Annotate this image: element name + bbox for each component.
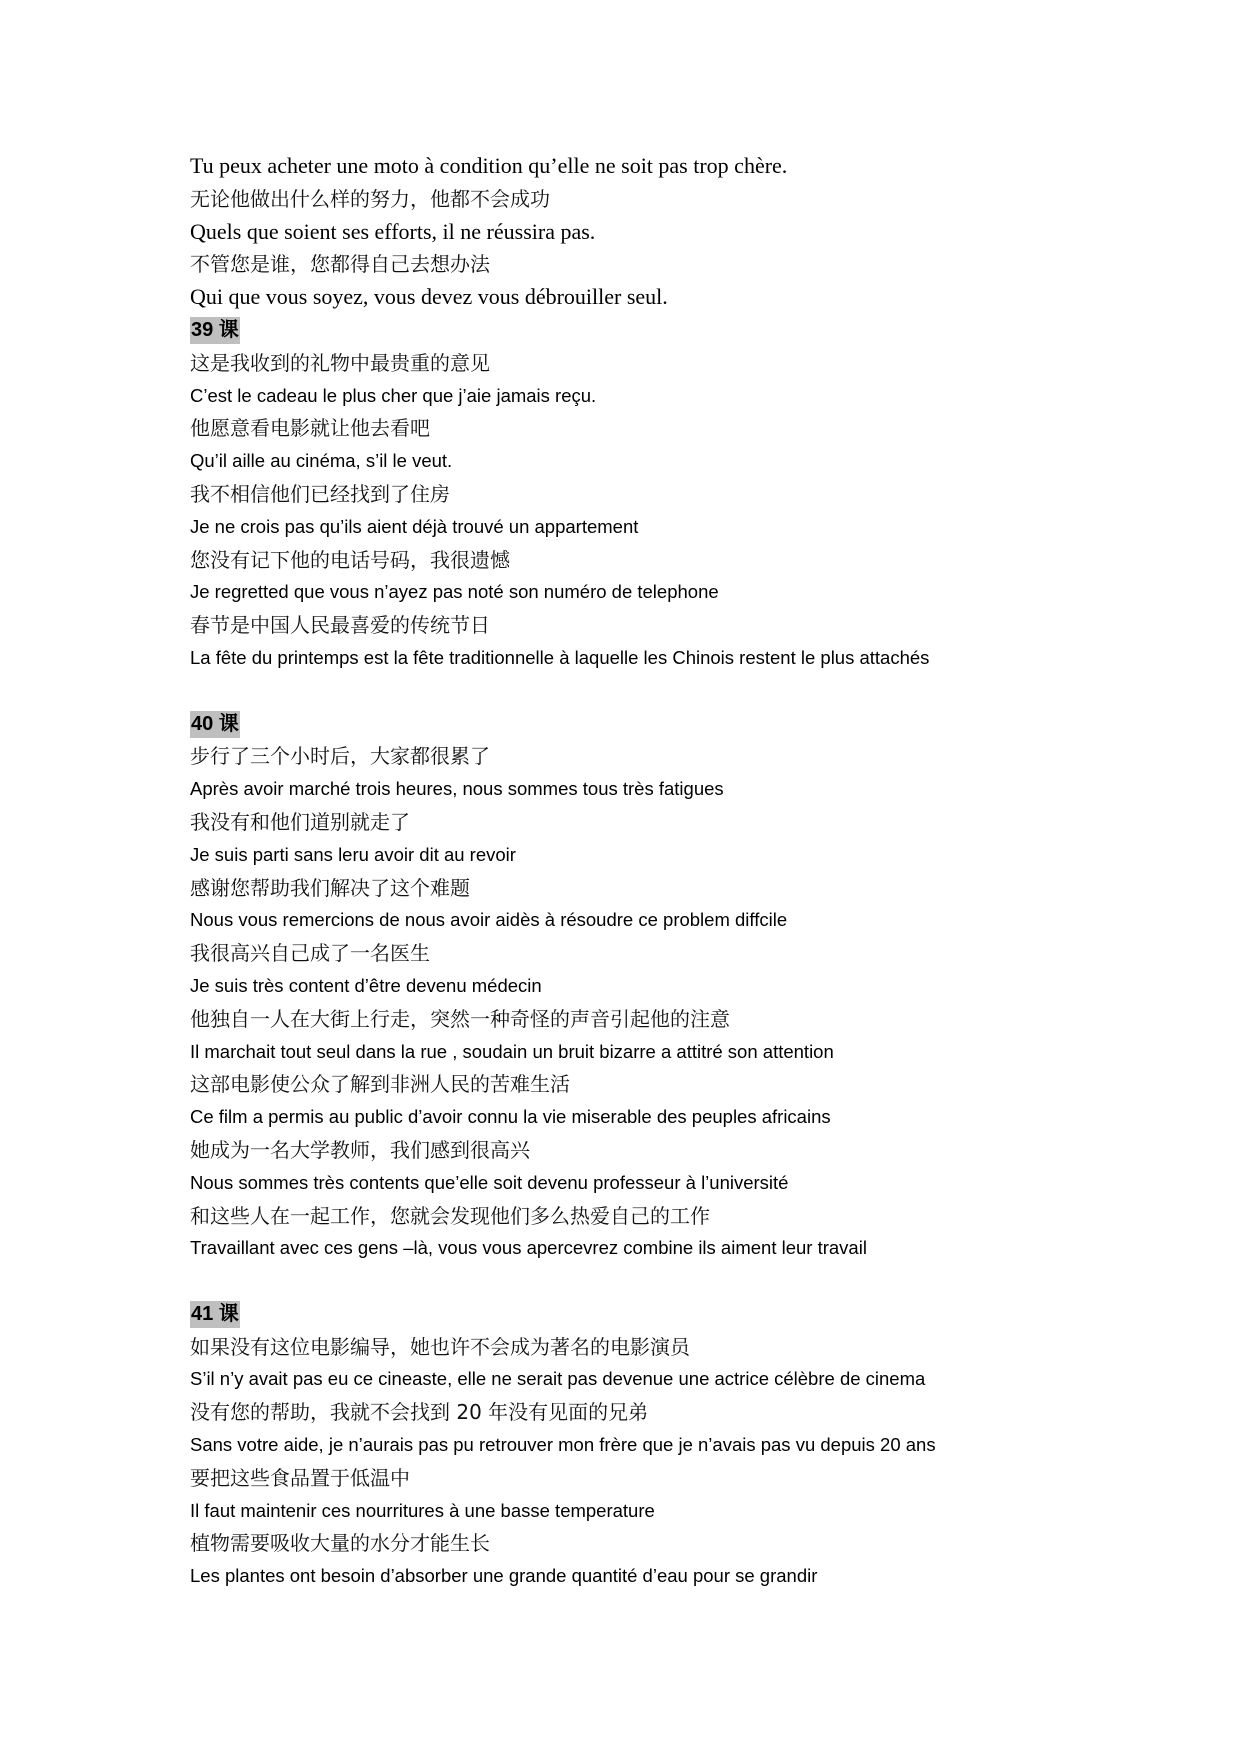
chinese-sentence: 这是我收到的礼物中最贵重的意见 (190, 350, 490, 375)
chinese-sentence: 春节是中国人民最喜爱的传统节日 (190, 613, 490, 638)
french-translation: Je suis parti sans leru avoir dit au revoir (190, 843, 516, 865)
french-translation: S’il n’y avait pas eu ce cineaste, elle ne serait pas devenue une actrice célèbre de cinema (190, 1368, 926, 1390)
french-translation: Je ne crois pas qu’ils aient déjà trouvé un appartement (190, 515, 639, 537)
document-page (190, 150, 1190, 1593)
french-translation: Les plantes ont besoin d’absorber une grande quantité d’eau pour se grandir (190, 1565, 818, 1587)
chinese-sentence: 我很高兴自己成了一名医生 (190, 941, 430, 966)
french-translation: Travaillant avec ces gens –là, vous vous apercevrez combine ils aiment leur travail (190, 1237, 867, 1259)
chinese-sentence: 和这些人在一起工作，您就会发现他们多么热爱自己的工作 (190, 1203, 710, 1228)
french-translation: Nous vous remercions de nous avoir aidès à résoudre ce problem diffcile (190, 909, 788, 931)
chinese-sentence: 感谢您帮助我们解决了这个难题 (190, 875, 470, 900)
chinese-sentence: 如果没有这位电影编导，她也许不会成为著名的电影演员 (190, 1334, 690, 1359)
french-translation: Je suis très content d’être devenu médecin (190, 974, 542, 996)
lesson-39-heading (190, 314, 1190, 347)
french-translation: C’est le cadeau le plus cher que j’aie jamais reçu. (190, 384, 597, 406)
lesson-41-heading (190, 1298, 1190, 1331)
french-translation: Qu’il aille au cinéma, s’il le veut. (190, 450, 453, 472)
lesson-40-heading-label: 40 课 (190, 711, 240, 738)
chinese-sentence: 她成为一名大学教师，我们感到很高兴 (190, 1137, 530, 1162)
lesson-40-heading (190, 708, 1190, 741)
french-translation: Il faut maintenir ces nourritures à une basse temperature (190, 1499, 655, 1521)
french-translation: Il marchait tout seul dans la rue , soudain un bruit bizarre a attitré son attention (190, 1040, 834, 1062)
chinese-sentence: 他愿意看电影就让他去看吧 (190, 416, 430, 441)
chinese-sentence: 植物需要吸收大量的水分才能生长 (190, 1531, 490, 1556)
french-translation: Je regretted que vous n’ayez pas noté son numéro de telephone (190, 581, 719, 603)
chinese-sentence: 步行了三个小时后，大家都很累了 (190, 744, 490, 769)
intro-french-line: Tu peux acheter une moto à condition qu’elle ne soit pas trop chère. (190, 153, 788, 178)
french-translation: La fête du printemps est la fête traditionnelle à laquelle les Chinois restent le plus attachés (190, 646, 930, 668)
lesson-41-heading-label: 41 课 (190, 1301, 240, 1328)
intro-french-line: Qui que vous soyez, vous devez vous débrouiller seul. (190, 284, 668, 310)
french-translation: Nous sommes très contents que’elle soit devenu professeur à l’université (190, 1171, 789, 1193)
french-translation: Après avoir marché trois heures, nous sommes tous très fatigues (190, 778, 724, 800)
chinese-sentence: 要把这些食品置于低温中 (190, 1465, 410, 1490)
intro-french-line: Quels que soient ses efforts, il ne réussira pas. (190, 218, 596, 244)
chinese-sentence: 这部电影使公众了解到非洲人民的苦难生活 (190, 1072, 570, 1097)
intro-chinese-line: 不管您是谁，您都得自己去想办法 (190, 252, 490, 277)
section-spacer (190, 1265, 1190, 1298)
chinese-sentence: 他独自一人在大街上行走，突然一种奇怪的声音引起他的注意 (190, 1006, 730, 1031)
french-translation: Sans votre aide, je n’aurais pas pu retrouver mon frère que je n’avais pas vu depuis 20 ans (190, 1434, 936, 1456)
lesson-39-heading-label: 39 课 (190, 317, 240, 344)
chinese-sentence: 您没有记下他的电话号码，我很遗憾 (190, 547, 510, 572)
chinese-sentence: 没有您的帮助，我就不会找到 20 年没有见面的兄弟 (190, 1400, 649, 1425)
chinese-sentence: 我不相信他们已经找到了住房 (190, 481, 450, 506)
french-translation: Ce film a permis au public d’avoir connu la vie miserable des peuples africains (190, 1106, 831, 1128)
section-spacer (190, 675, 1190, 708)
intro-chinese-line: 无论他做出什么样的努力，他都不会成功 (190, 186, 550, 211)
chinese-sentence: 我没有和他们道别就走了 (190, 809, 410, 834)
